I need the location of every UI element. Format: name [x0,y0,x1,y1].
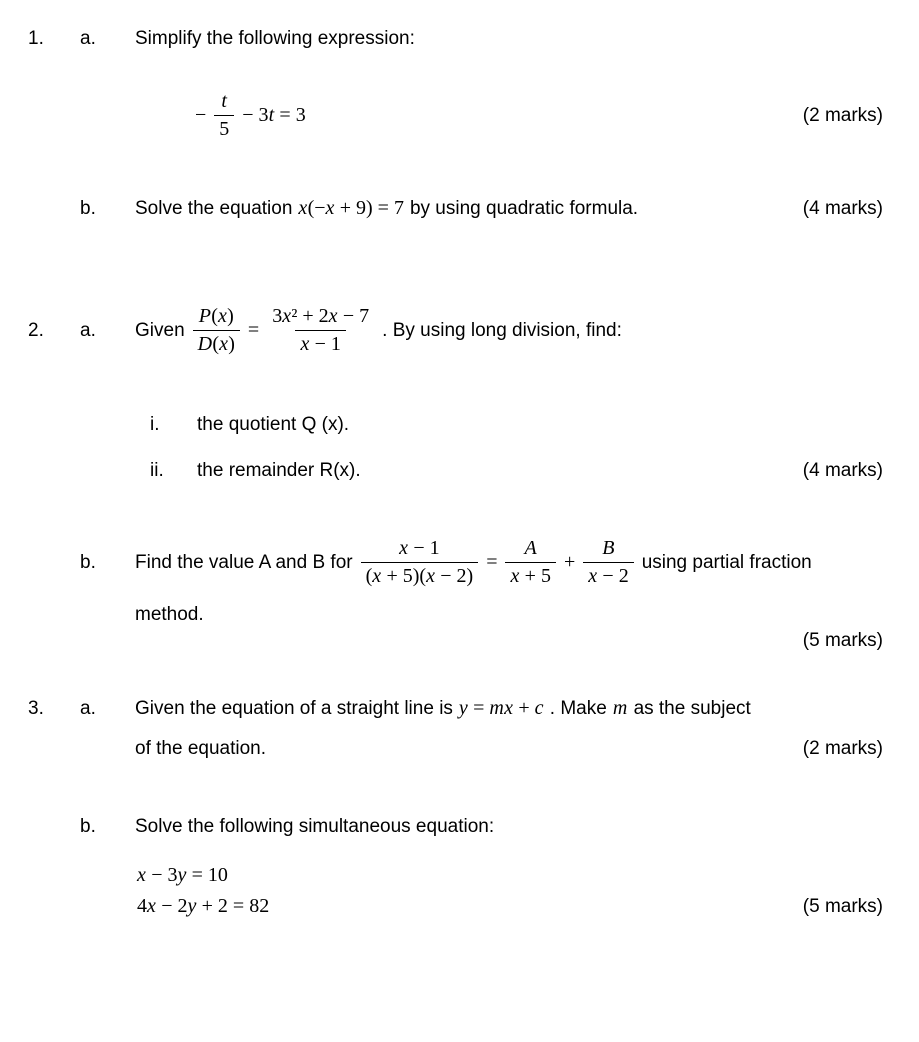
question-1b-text [135,197,638,220]
fraction-numerator: P(x) [198,305,234,327]
fraction-numerator: 3x² + 2x − 7 [272,305,370,327]
item-i-label: i. [150,414,160,435]
question-2a-text [135,305,622,356]
question-2 [28,305,883,652]
question-3a-label: a. [80,698,96,719]
question-1a-prompt: Simplify the following expression: [135,28,415,49]
question-1b-text-before: Solve the equation [135,198,293,219]
fraction-numerator: t [221,90,228,112]
question-2a-prompt-row [28,305,883,356]
question-2b-line2: method. [135,604,204,625]
question-3-number: 3. [28,698,44,719]
question-3a-text-before: Given the equation of a straight line is [135,698,453,719]
question-1b-marks: (4 marks) [802,198,883,219]
question-2b-line2-row [28,604,883,626]
fraction-denominator: D(x) [193,330,240,356]
question-2a-text-after: . By using long division, find: [382,319,622,341]
question-1b-equation: x(−x + 9) = 7 [298,197,404,219]
question-2a-text-before: Given [135,319,185,341]
question-1a-equation [195,90,306,141]
line-equation: y = mx + c [458,697,544,719]
question-2-number: 2. [28,319,44,341]
question-3b-eq2-row [28,895,883,918]
question-2a-item-i-row [28,414,883,436]
question-2b-row [28,537,883,588]
fraction-polynomial [267,305,374,356]
question-2a-marks: (4 marks) [802,460,883,481]
fraction-numerator: x − 1 [399,537,440,559]
equals-sign: = [486,551,498,573]
question-3b-marks: (5 marks) [802,896,883,917]
fraction-t-over-5 [214,90,234,141]
question-2b-text-before: Find the value A and B for [135,551,353,573]
question-3b-eq1-row [28,864,883,887]
question-3a-line1-row [28,697,883,720]
plus-sign: + [563,551,576,573]
question-2a-label: a. [80,319,96,341]
question-3b-label: b. [80,816,96,837]
fraction-denominator: (x + 5)(x − 2) [361,562,479,588]
question-3a-text-mid: . Make [549,698,607,719]
fraction-B-term [583,537,633,588]
minus-sign: − [195,104,207,126]
fraction-denominator: x − 2 [583,562,633,588]
item-ii-label: ii. [150,460,164,481]
simultaneous-equation-1: x − 3y = 10 [137,864,228,886]
question-3a-line2-row [28,738,883,760]
question-1b-text-after: by using quadratic formula. [409,198,639,219]
question-1a-prompt-row [28,28,883,50]
item-i-text: the quotient Q (x). [197,414,350,435]
question-2b-text [135,537,812,588]
question-3b-prompt-row [28,816,883,838]
question-2b-label: b. [80,551,96,573]
fraction-numerator: B [602,537,615,559]
fraction-partial-left [361,537,479,588]
item-ii-text: the remainder R(x). [197,460,361,481]
question-1a-equation-row [28,90,883,141]
question-3a-text-after: as the subject [633,698,751,719]
fraction-Px-over-Dx [193,305,240,356]
question-1a-marks: (2 marks) [802,104,883,126]
equation-tail: − 3t = 3 [242,104,306,126]
fraction-denominator: x − 1 [295,330,345,356]
fraction-numerator: A [524,537,537,559]
fraction-A-term [505,537,555,588]
question-1-number: 1. [28,28,44,49]
equals-sign: = [247,319,260,341]
question-2b-marks-row [28,630,883,652]
question-2b-marks: (5 marks) [802,630,883,651]
question-3b-prompt: Solve the following simultaneous equation: [135,816,495,837]
question-3a-text [135,697,751,720]
simultaneous-equation-2: 4x − 2y + 2 = 82 [137,895,270,917]
variable-m: m [612,697,628,719]
question-1b-row [28,197,883,220]
question-3 [28,697,883,918]
question-1a-label: a. [80,28,96,49]
question-1b-label: b. [80,198,96,219]
question-2a-item-ii-row [28,460,883,482]
fraction-denominator: x + 5 [505,562,555,588]
question-3a-line2: of the equation. [135,738,266,759]
question-1 [28,28,883,220]
fraction-denominator: 5 [214,115,234,141]
question-3a-marks: (2 marks) [802,738,883,759]
question-2b-text-after: using partial fraction [641,551,812,573]
